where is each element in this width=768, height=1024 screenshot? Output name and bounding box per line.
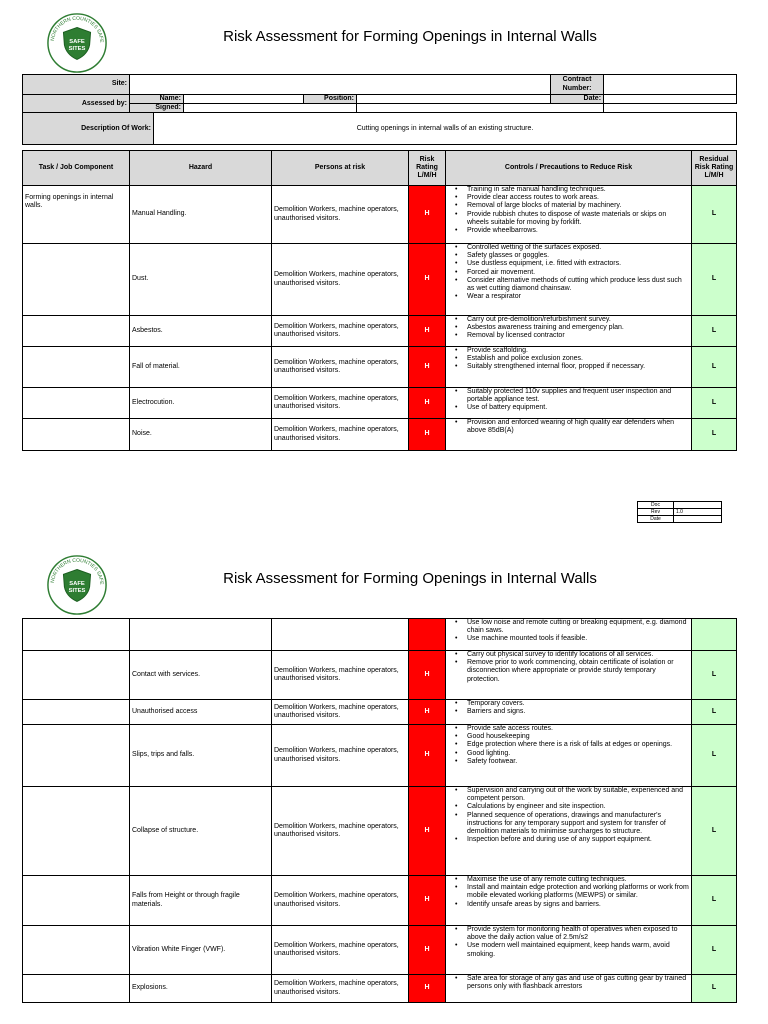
assessed-by-label: Assessed by: xyxy=(23,95,130,113)
control-item: • Inspection before and during use of any support equipment. xyxy=(448,836,689,844)
control-item: • Use dustless equipment, i.e. fitted with extractors. xyxy=(448,260,689,268)
residual-rating-cell: L xyxy=(692,388,737,419)
hazard-cell: Explosions. xyxy=(130,975,272,1003)
risk-rating-cell: H xyxy=(409,725,446,787)
risk-rating-cell: H xyxy=(409,876,446,926)
control-item: • Suitably protected 110v supplies and frequent user inspection and portable appliance test. xyxy=(448,388,689,404)
rev-label: Rev xyxy=(638,509,674,516)
task-cell xyxy=(23,876,130,926)
site-label: Site: xyxy=(23,75,130,95)
control-item: • Install and maintain edge protection and working platforms or work from mobile elevated working platforms (MEWPS) or similar. xyxy=(448,884,689,900)
task-cell xyxy=(23,619,130,651)
table-row xyxy=(23,700,737,725)
name-value[interactable] xyxy=(184,95,304,104)
persons-cell: Demolition Workers, machine operators, unauthorised visitors. xyxy=(272,876,409,926)
persons-cell: Demolition Workers, machine operators, unauthorised visitors. xyxy=(272,186,409,244)
logo-safe-text: SAFE xyxy=(69,39,85,45)
hazard-cell: Asbestos. xyxy=(130,316,272,347)
task-cell xyxy=(23,419,130,451)
control-item: • Controlled wetting of the surfaces exposed. xyxy=(448,244,689,252)
table-row xyxy=(23,651,737,700)
residual-rating-cell: L xyxy=(692,316,737,347)
control-item: • Provide system for monitoring health of operatives when exposed to above the daily action value of 2.5m/s2 xyxy=(448,926,689,942)
control-item: • Use machine mounted tools if feasible. xyxy=(448,635,689,643)
residual-rating-cell: L xyxy=(692,926,737,975)
control-item: • Calculations by engineer and site inspection. xyxy=(448,803,689,811)
persons-cell: Demolition Workers, machine operators, unauthorised visitors. xyxy=(272,926,409,975)
control-item: • Provide clear access routes to work areas. xyxy=(448,194,689,202)
risk-table-page-1 xyxy=(22,150,737,451)
controls-list xyxy=(448,926,689,959)
col-persons-header: Persons at risk xyxy=(272,151,409,186)
control-item: • Maximise the use of any remote cutting techniques. xyxy=(448,876,689,884)
date-value-small xyxy=(674,516,722,523)
table-row xyxy=(23,619,737,651)
controls-list xyxy=(448,700,689,716)
controls-list xyxy=(448,388,689,413)
control-item: • Supervision and carrying out of the work by suitable, experienced and competent person. xyxy=(448,787,689,803)
controls-cell xyxy=(446,876,692,926)
control-item: • Carry out pre-demolition/refurbishment survey. xyxy=(448,316,689,324)
hazard-cell: Collapse of structure. xyxy=(130,787,272,876)
control-item: • Asbestos awareness training and emergency plan. xyxy=(448,324,689,332)
table-row xyxy=(23,926,737,975)
persons-cell: Demolition Workers, machine operators, unauthorised visitors. xyxy=(272,787,409,876)
col-controls-header: Controls / Precautions to Reduce Risk xyxy=(446,151,692,186)
table-row xyxy=(23,388,737,419)
table-row xyxy=(23,876,737,926)
residual-rating-cell: L xyxy=(692,651,737,700)
table-row xyxy=(23,347,737,388)
hazard-cell: Electrocution. xyxy=(130,388,272,419)
controls-list xyxy=(448,876,689,909)
page-title: Risk Assessment for Forming Openings in Internal Walls xyxy=(223,570,597,587)
residual-rating-cell: L xyxy=(692,244,737,316)
residual-rating-cell xyxy=(692,619,737,651)
controls-cell xyxy=(446,700,692,725)
signed-value[interactable] xyxy=(184,104,357,113)
control-item: • Provide safe access routes. xyxy=(448,725,689,733)
residual-rating-cell: L xyxy=(692,725,737,787)
persons-cell: Demolition Workers, machine operators, unauthorised visitors. xyxy=(272,244,409,316)
controls-cell xyxy=(446,975,692,1003)
logo-sites-text: SITES xyxy=(68,45,86,52)
page-title: Risk Assessment for Forming Openings in Internal Walls xyxy=(223,28,597,45)
col-hazard-header: Hazard xyxy=(130,151,272,186)
col-risk-header: Risk Rating L/M/H xyxy=(409,151,446,186)
table-row xyxy=(23,244,737,316)
control-item: • Provide wheelbarrows. xyxy=(448,227,689,235)
controls-cell xyxy=(446,347,692,388)
controls-list xyxy=(448,244,689,301)
residual-rating-cell: L xyxy=(692,419,737,451)
control-item: • Removal of large blocks of material by machinery. xyxy=(448,202,689,210)
hazard-cell: Falls from Height or through fragile materials. xyxy=(130,876,272,926)
risk-rating-cell: H xyxy=(409,388,446,419)
control-item: • Identify unsafe areas by signs and barriers. xyxy=(448,901,689,909)
table-row xyxy=(23,787,737,876)
control-item: • Suitably strengthened internal floor, propped if necessary. xyxy=(448,363,689,371)
control-item: • Provide scaffolding. xyxy=(448,347,689,355)
hazard-cell xyxy=(130,619,272,651)
controls-list xyxy=(448,651,689,684)
table-row xyxy=(23,419,737,451)
contract-number-value[interactable] xyxy=(604,75,737,95)
persons-cell xyxy=(272,619,409,651)
controls-cell xyxy=(446,787,692,876)
col-task-header: Task / Job Component xyxy=(23,151,130,186)
control-item: • Remove prior to work commencing, obtain certificate of isolation or disconnection where appropriate or provide sturdy temporary protection. xyxy=(448,659,689,684)
controls-cell xyxy=(446,651,692,700)
logo-sites-text: SITES xyxy=(68,587,86,594)
task-cell xyxy=(23,388,130,419)
control-item: • Barriers and signs. xyxy=(448,708,689,716)
control-item: • Training in safe manual handling techniques. xyxy=(448,186,689,194)
controls-list xyxy=(448,347,689,372)
position-label: Position: xyxy=(304,95,357,104)
persons-cell: Demolition Workers, machine operators, unauthorised visitors. xyxy=(272,347,409,388)
logo-safe-text: SAFE xyxy=(69,581,85,587)
task-cell xyxy=(23,725,130,787)
task-cell xyxy=(23,787,130,876)
header-form-table xyxy=(22,74,737,145)
controls-cell xyxy=(446,619,692,651)
residual-rating-cell: L xyxy=(692,787,737,876)
risk-rating-cell: H xyxy=(409,787,446,876)
description-label: Description Of Work: xyxy=(23,113,154,145)
control-item: • Safety glasses or goggles. xyxy=(448,252,689,260)
control-item: • Provide rubbish chutes to dispose of waste materials or skips on wheels suitable for moving by forklift. xyxy=(448,211,689,227)
hazard-cell: Dust. xyxy=(130,244,272,316)
logo-ring-text: NORTHERN COUNTIES SAFE xyxy=(49,557,105,585)
date-label: Date: xyxy=(551,95,604,104)
control-item: • Use modern well maintained equipment, keep hands warm, avoid smoking. xyxy=(448,942,689,958)
risk-rating-cell: H xyxy=(409,316,446,347)
controls-list xyxy=(448,787,689,844)
controls-cell xyxy=(446,419,692,451)
task-cell: Forming openings in internal walls. xyxy=(23,186,130,244)
controls-list xyxy=(448,725,689,766)
risk-rating-cell: H xyxy=(409,244,446,316)
doc-value xyxy=(674,502,722,509)
risk-rating-cell: H xyxy=(409,347,446,388)
controls-list xyxy=(448,316,689,341)
task-cell xyxy=(23,700,130,725)
control-item: • Forced air movement. xyxy=(448,269,689,277)
control-item: • Establish and police exclusion zones. xyxy=(448,355,689,363)
col-residual-header: Residual Risk Rating L/M/H xyxy=(692,151,737,186)
control-item: • Good lighting. xyxy=(448,750,689,758)
position-value[interactable] xyxy=(357,95,551,104)
controls-list xyxy=(448,186,689,235)
control-item: • Use low noise and remote cutting or breaking equipment, e.g. diamond chain saws. xyxy=(448,619,689,635)
task-cell xyxy=(23,651,130,700)
risk-rating-cell: H xyxy=(409,186,446,244)
persons-cell: Demolition Workers, machine operators, unauthorised visitors. xyxy=(272,651,409,700)
hazard-cell: Contact with services. xyxy=(130,651,272,700)
table-row xyxy=(23,975,737,1003)
controls-list xyxy=(448,975,689,991)
task-cell xyxy=(23,316,130,347)
residual-rating-cell: L xyxy=(692,975,737,1003)
hazard-cell: Unauthorised access xyxy=(130,700,272,725)
contract-number-label: Contract Number: xyxy=(551,75,604,95)
hazard-cell: Slips, trips and falls. xyxy=(130,725,272,787)
control-item: • Safety footwear. xyxy=(448,758,689,766)
residual-rating-cell: L xyxy=(692,876,737,926)
control-item: • Use of battery equipment. xyxy=(448,404,689,412)
risk-rating-cell: H xyxy=(409,651,446,700)
controls-list xyxy=(448,619,689,644)
risk-rating-cell: H xyxy=(409,926,446,975)
task-cell xyxy=(23,975,130,1003)
controls-cell xyxy=(446,244,692,316)
rev-value: 1.0 xyxy=(674,509,722,516)
description-value: Cutting openings in internal walls of an existing structure. xyxy=(154,113,737,145)
hazard-cell: Vibration White Finger (VWF). xyxy=(130,926,272,975)
risk-rating-cell xyxy=(409,619,446,651)
name-label: Name: xyxy=(130,95,184,104)
controls-cell xyxy=(446,725,692,787)
controls-cell xyxy=(446,186,692,244)
risk-rating-cell: H xyxy=(409,419,446,451)
doc-label: Doc xyxy=(638,502,674,509)
control-item: • Provision and enforced wearing of high quality ear defenders when above 85dB(A) xyxy=(448,419,689,435)
site-value[interactable] xyxy=(130,75,551,95)
controls-cell xyxy=(446,926,692,975)
persons-cell: Demolition Workers, machine operators, unauthorised visitors. xyxy=(272,725,409,787)
persons-cell: Demolition Workers, machine operators, unauthorised visitors. xyxy=(272,316,409,347)
hazard-cell: Manual Handling. xyxy=(130,186,272,244)
control-item: • Planned sequence of operations, drawings and manufacturer's instructions for any temporary support and system for transfer of demolition materials to minimise surcharges to structure. xyxy=(448,812,689,837)
risk-rating-cell: H xyxy=(409,975,446,1003)
signed-label: Signed: xyxy=(130,104,184,113)
control-item: • Edge protection where there is a risk of falls at edges or openings. xyxy=(448,741,689,749)
table-row xyxy=(23,316,737,347)
control-item: • Carry out physical survey to identify locations of all services. xyxy=(448,651,689,659)
task-cell xyxy=(23,244,130,316)
risk-table-page-2 xyxy=(22,618,737,1003)
controls-cell xyxy=(446,316,692,347)
control-item: • Temporary covers. xyxy=(448,700,689,708)
residual-rating-cell: L xyxy=(692,700,737,725)
task-cell xyxy=(23,926,130,975)
persons-cell: Demolition Workers, machine operators, unauthorised visitors. xyxy=(272,700,409,725)
hazard-cell: Noise. xyxy=(130,419,272,451)
hazard-cell: Fall of material. xyxy=(130,347,272,388)
control-item: • Consider alternative methods of cutting which produce less dust such as wet cutting diamond chainsaw. xyxy=(448,277,689,293)
table-row xyxy=(23,186,737,244)
persons-cell: Demolition Workers, machine operators, unauthorised visitors. xyxy=(272,975,409,1003)
persons-cell: Demolition Workers, machine operators, unauthorised visitors. xyxy=(272,388,409,419)
residual-rating-cell: L xyxy=(692,347,737,388)
control-item: • Safe area for storage of any gas and use of gas cutting gear by trained persons only with flashback arrestors xyxy=(448,975,689,991)
date-label-small: Date xyxy=(638,516,674,523)
controls-cell xyxy=(446,388,692,419)
document-control-box xyxy=(637,501,722,523)
logo-ring-text: NORTHERN COUNTIES SAFE xyxy=(49,15,105,43)
risk-rating-cell: H xyxy=(409,700,446,725)
control-item: • Good housekeeping xyxy=(448,733,689,741)
residual-rating-cell: L xyxy=(692,186,737,244)
persons-cell: Demolition Workers, machine operators, unauthorised visitors. xyxy=(272,419,409,451)
date-value[interactable] xyxy=(604,95,737,104)
controls-list xyxy=(448,419,689,435)
table-row xyxy=(23,725,737,787)
control-item: • Wear a respirator xyxy=(448,293,689,301)
task-cell xyxy=(23,347,130,388)
control-item: • Removal by licensed contractor xyxy=(448,332,689,340)
